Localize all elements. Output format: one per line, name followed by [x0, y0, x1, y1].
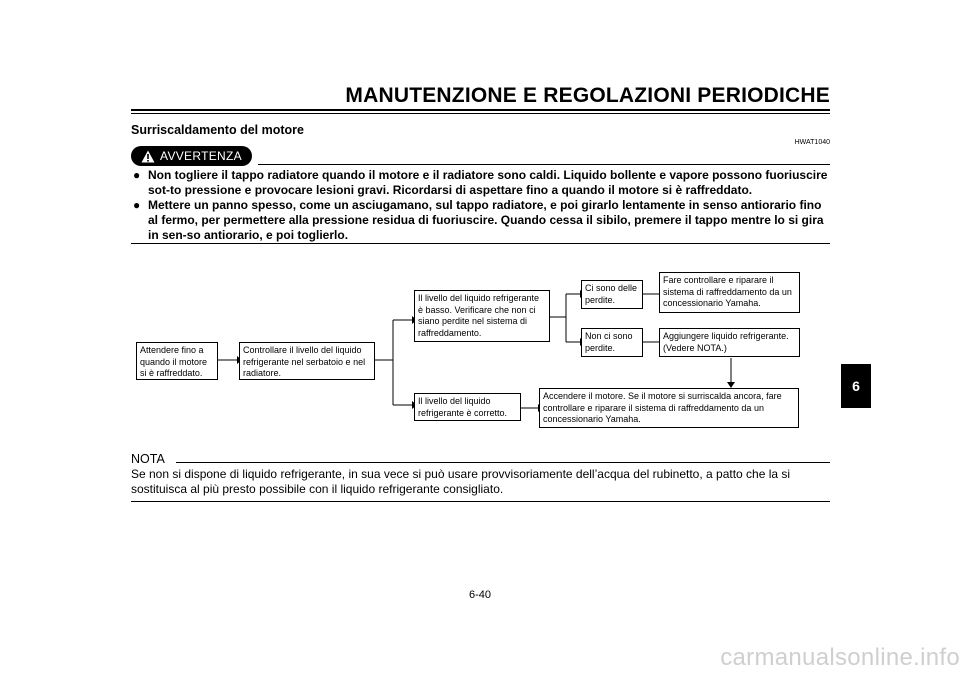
chapter-tab: 6	[841, 364, 871, 408]
watermark: carmanualsonline.info	[720, 644, 960, 671]
flow-box-check: Controllare il livello del liquido refrigerante nel serbatoio e nel radiatore.	[239, 342, 375, 380]
warning-item-text: Mettere un panno spesso, come un asciugamano, sul tappo radiatore, e poi girarlo lentamente in senso antiorario fino al fermo, per permettere alla pressione residua di fuoriuscire. Quando cessa il sibilo, premere il tappo mentre lo si gira in sen-so antiorario, e poi toglierlo.	[148, 198, 824, 242]
nota-text: Se non si dispone di liquido refrigerante, in sua vece si può usare provvisoriamente dell’acqua del rubinetto, a patto che la si sostituisca al più presto possibile con il liquido refrigerante consigliato.	[131, 467, 791, 496]
warning-label: AVVERTENZA	[160, 149, 242, 163]
flow-box-repair: Fare controllare e riparare il sistema di raffreddamento da un concessionario Yamaha.	[659, 272, 800, 313]
page-title: MANUTENZIONE E REGOLAZIONI PERIODICHE	[345, 84, 830, 107]
flow-box-wait: Attendere fino a quando il motore si è raffreddato.	[136, 342, 218, 380]
flow-box-correct: Il livello del liquido refrigerante è corretto.	[414, 393, 521, 421]
warning-item-text: Non togliere il tappo radiatore quando il motore e il radiatore sono caldi. Liquido bollente e vapore possono fuoriuscire sot-to pressione e provocare lesioni gravi. Ricordarsi di aspettare fino a quando il motore si è raffreddato.	[148, 168, 828, 197]
section-title: Surriscaldamento del motore	[131, 123, 304, 137]
nota-label: NOTA	[131, 452, 165, 466]
bullet-icon: ●	[133, 198, 141, 212]
nota-rule	[176, 462, 830, 463]
nota-bottom-rule	[131, 501, 830, 502]
bullet-icon: ●	[133, 168, 141, 182]
section-code: HWAT1040	[794, 139, 830, 146]
flow-box-low: Il livello del liquido refrigerante è basso. Verificare che non ci siano perdite nel sistema di raffreddamento.	[414, 290, 550, 342]
flow-box-no-leaks: Non ci sono perdite.	[581, 328, 643, 357]
flow-box-start: Accendere il motore. Se il motore si surriscalda ancora, fare controllare e riparare il sistema di raffreddamento da un concessionario Yamaha.	[539, 388, 799, 428]
page-number: 6-40	[468, 589, 492, 601]
flow-box-add: Aggiungere liquido refrigerante. (Vedere NOTA.)	[659, 328, 800, 357]
flow-box-leaks: Ci sono delle perdite.	[581, 280, 643, 309]
